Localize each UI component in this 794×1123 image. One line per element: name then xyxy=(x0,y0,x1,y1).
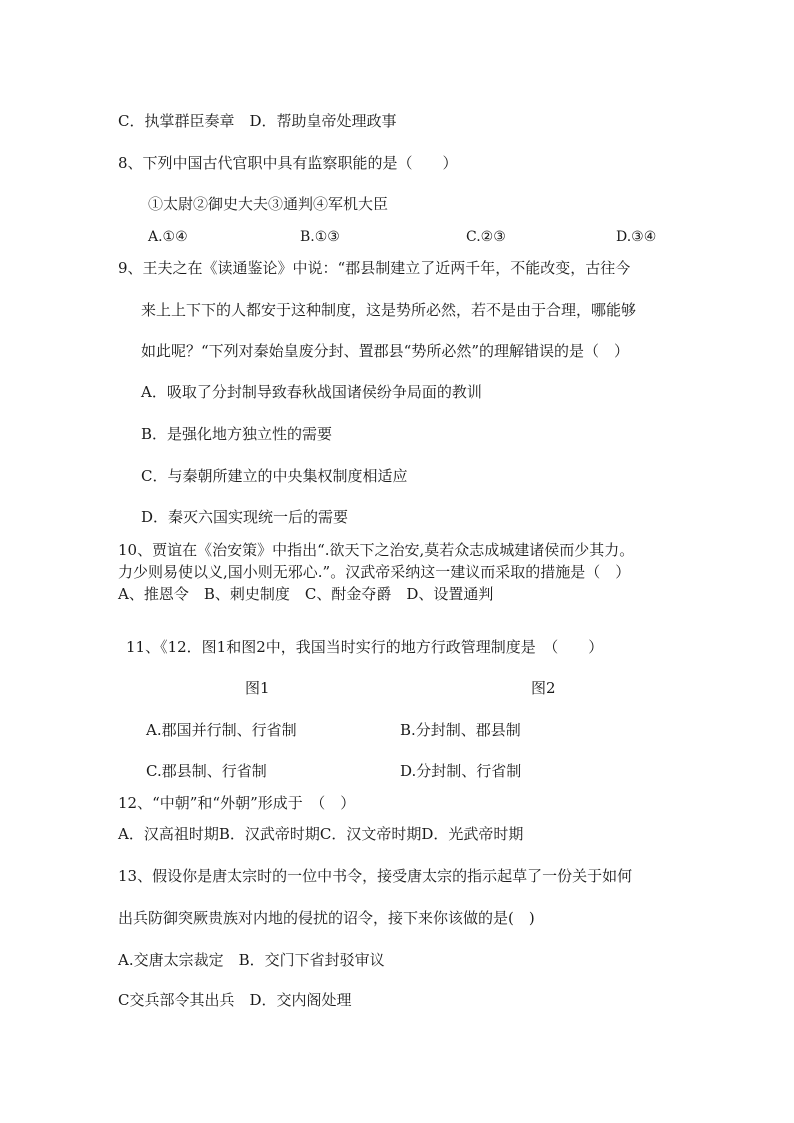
q11-option-a: A.郡国并行制、行省制 xyxy=(146,721,297,739)
q9-option-c: C．与秦朝所建立的中央集权制度相适应 xyxy=(141,467,408,485)
q13-options-cd: C交兵部令其出兵 D．交内阁处理 xyxy=(118,991,352,1009)
q8-option-b: B.①③ xyxy=(300,229,340,245)
q12-options: A．汉高祖时期B．汉武帝时期C．汉文帝时期D．光武帝时期 xyxy=(118,825,524,843)
q9-option-a: A．吸取了分封制导致春秋战国诸侯纷争局面的教训 xyxy=(141,383,482,401)
q9-stem-line1: 9、王夫之在《读通鉴论》中说：“郡县制建立了近两千年，不能改变，古往今 xyxy=(118,259,631,277)
figure-2-caption: 图2 xyxy=(531,679,556,697)
q10-options: A、推恩令 B、刺史制度 C、酎金夺爵 D、设置通判 xyxy=(118,585,494,603)
q9-stem-line2: 来上上下下的人都安于这种制度，这是势所必然，若不是由于合理，哪能够 xyxy=(141,301,637,319)
figure-1-caption: 图1 xyxy=(245,679,270,697)
q13-stem-line1: 13、假设你是唐太宗时的一位中书令，接受唐太宗的指示起草了一份关于如何 xyxy=(118,867,633,885)
q10-stem-line2: 力少则易使以义,国小则无邪心.”。汉武帝采纳这一建议而采取的措施是（ ） xyxy=(118,563,631,581)
q13-stem-line2: 出兵防御突厥贵族对内地的侵扰的诏令，接下来你该做的是( ) xyxy=(118,909,535,927)
q11-option-d: D.分封制、行省制 xyxy=(400,762,522,780)
q8-items: ①太尉②御史大夫③通判④军机大臣 xyxy=(148,195,389,213)
q9-option-b: B．是强化地方独立性的需要 xyxy=(141,425,333,443)
q8-option-d: D.③④ xyxy=(616,229,657,245)
q7-options-cd: C．执掌群臣奏章 D．帮助皇帝处理政事 xyxy=(118,112,397,130)
q11-stem: 11、《12．图1和图2中，我国当时实行的地方行政管理制度是 （ ） xyxy=(126,638,604,656)
q8-option-a: A.①④ xyxy=(148,229,188,245)
q8-stem: 8、下列中国古代官职中具有监察职能的是（ ） xyxy=(118,154,458,172)
q9-option-d: D．秦灭六国实现统一后的需要 xyxy=(141,508,349,526)
q13-options-ab: A.交唐太宗裁定 B．交门下省封驳审议 xyxy=(118,951,385,969)
q12-stem: 12、“中朝”和“外朝”形成于 （ ） xyxy=(118,794,356,812)
q11-option-b: B.分封制、郡县制 xyxy=(400,721,521,739)
q9-stem-line3: 如此呢？“下列对秦始皇废分封、置郡县“势所必然”的理解错误的是（ ） xyxy=(141,342,630,360)
q10-stem-line1: 10、贾谊在《治安策》中指出“.欲天下之治安,莫若众志成城建诸侯而少其力。 xyxy=(118,541,635,559)
q11-option-c: C.郡县制、行省制 xyxy=(146,762,267,780)
q8-option-c: C.②③ xyxy=(466,229,506,245)
